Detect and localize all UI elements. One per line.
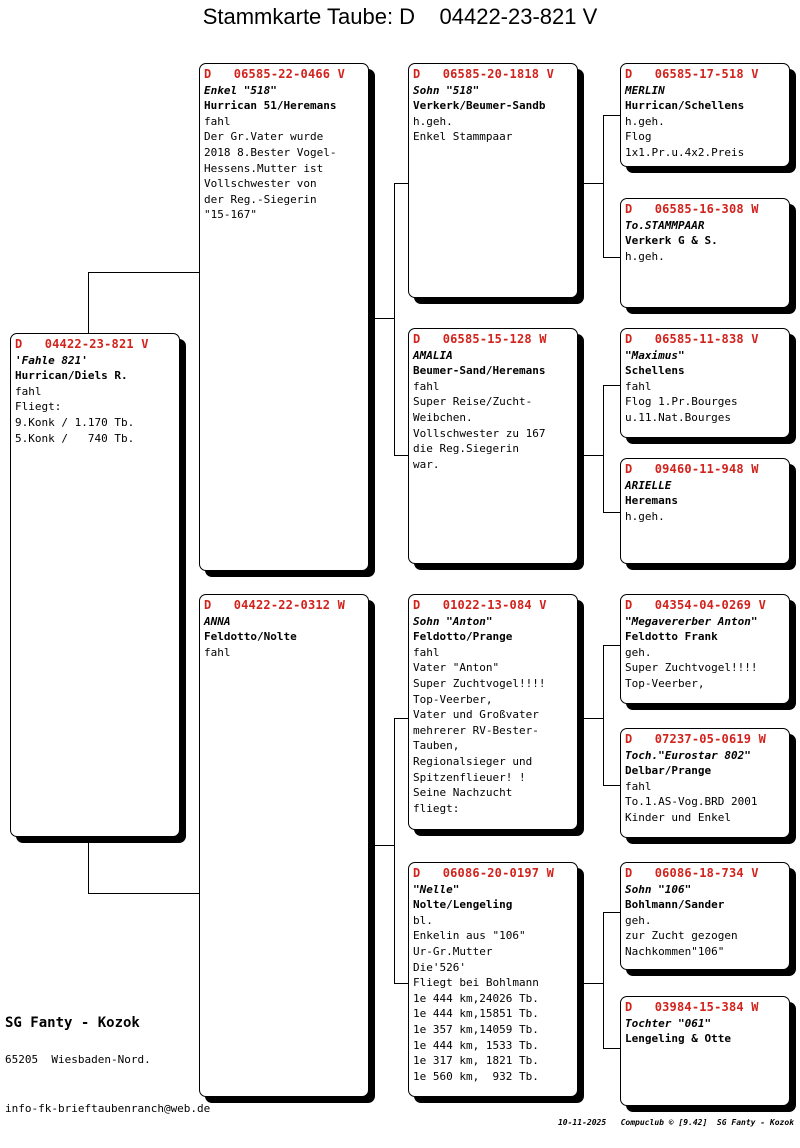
pigeon-card-ffm[interactable] [620, 198, 790, 308]
pigeon-note-line: Super Reise/Zucht- [413, 395, 533, 409]
pigeon-note-line: war. [413, 457, 440, 471]
connector [394, 183, 408, 184]
pigeon-name: MERLIN [625, 83, 665, 97]
pigeon-breed: Delbar/Prange [625, 764, 712, 778]
pigeon-note-line: 1e 317 km, 1821 Tb. [413, 1054, 539, 1068]
ring-number: D 03984-15-384 W [625, 1000, 759, 1014]
ring-number: D 06585-15-128 W [413, 332, 547, 346]
pigeon-note-line: Spitzenflieuer! ! [413, 770, 526, 784]
connector [603, 512, 620, 513]
connector [603, 385, 604, 513]
pigeon-note-line: fahl [625, 379, 652, 393]
pigeon-breed: Bohlmann/Sander [625, 898, 725, 912]
pigeon-card-mfm[interactable] [620, 728, 790, 838]
pigeon-name: "Maximus" [625, 348, 685, 362]
pigeon-name: Enkel "518" [204, 83, 277, 97]
pigeon-breed: Heremans [625, 494, 678, 508]
pigeon-note-line: Top-Veerber, [413, 692, 493, 706]
pigeon-breed: Hurrican/Schellens [625, 99, 745, 113]
connector [603, 1048, 620, 1049]
pigeon-name: ANNA [204, 614, 231, 628]
pigeon-name: Tochter "061" [625, 1016, 712, 1030]
pigeon-note-line: u.11.Nat.Bourges [625, 410, 731, 424]
connector [603, 785, 620, 786]
pigeon-breed: Hurrican 51/Heremans [204, 99, 337, 113]
pigeon-note-line: Flog 1.Pr.Bourges [625, 395, 738, 409]
ring-number: D 04354-04-0269 V [625, 598, 767, 612]
connector [603, 115, 604, 258]
pigeon-note-line: der Reg.-Siegerin [204, 192, 317, 206]
pigeon-note-line: "15-167" [204, 208, 257, 222]
owner-address: 65205 Wiesbaden-Nord. [5, 1053, 151, 1066]
pigeon-note-line: Enkel Stammpaar [413, 130, 513, 144]
ring-number: D 06585-20-1818 V [413, 67, 555, 81]
connector [394, 455, 408, 456]
pigeon-note-line: Vollschwester von [204, 177, 317, 191]
pigeon-note-line: fahl [413, 379, 440, 393]
pigeon-note-line: Weibchen. [413, 410, 473, 424]
connector [603, 115, 620, 116]
pigeon-note-line: fahl [15, 384, 42, 398]
ring-number: D 07237-05-0619 W [625, 732, 767, 746]
pigeon-note-line: die Reg.Siegerin [413, 442, 519, 456]
pigeon-note-line: geh. [625, 913, 652, 927]
pigeon-note-line: 9.Konk / 1.170 Tb. [15, 415, 135, 429]
connector [394, 718, 395, 984]
connector [603, 645, 604, 786]
pigeon-note-line: Ur-Gr.Mutter [413, 944, 493, 958]
pigeon-breed: Schellens [625, 364, 685, 378]
pigeon-breed: Nolte/Lengeling [413, 898, 513, 912]
pigeon-note-line: h.geh. [625, 249, 665, 263]
pigeon-breed: Hurrican/Diels R. [15, 369, 128, 383]
connector [603, 912, 604, 1049]
pigeon-note-line: Enkelin aus "106" [413, 929, 526, 943]
pigeon-note-line: Seine Nachzucht [413, 786, 513, 800]
pigeon-name: "Megavererber Anton" [625, 614, 758, 628]
pigeon-note-line: h.geh. [413, 114, 453, 128]
ring-number: D 04422-23-821 V [15, 337, 149, 351]
pigeon-note-line: Top-Veerber, [625, 676, 705, 690]
pigeon-name: To.STAMMPAAR [625, 218, 705, 232]
pigeon-note-line: Hessens.Mutter ist [204, 161, 324, 175]
connector [603, 912, 620, 913]
pigeon-note-line: h.geh. [625, 114, 665, 128]
pigeon-note-line: 1x1.Pr.u.4x2.Preis [625, 145, 745, 159]
pigeon-note-line: fliegt: [413, 801, 460, 815]
pigeon-note-line: 1e 444 km,24026 Tb. [413, 991, 539, 1005]
pigeon-card-father[interactable] [199, 63, 369, 571]
pigeon-note-line: Super Zuchtvogel!!!! [625, 661, 758, 675]
pigeon-note-line: 1e 357 km,14059 Tb. [413, 1022, 539, 1036]
pigeon-card-father-father[interactable] [408, 63, 578, 298]
pigeon-note-line: 5.Konk / 740 Tb. [15, 431, 135, 445]
pigeon-breed: Lengeling & Otte [625, 1032, 731, 1046]
pigeon-name: AMALIA [413, 348, 453, 362]
pigeon-card-father-mother[interactable] [408, 328, 578, 564]
pigeon-note-line: geh. [625, 645, 652, 659]
pigeon-note-line: Kinder und Enkel [625, 810, 731, 824]
connector [603, 385, 620, 386]
pigeon-note-line: 1e 560 km, 932 Tb. [413, 1069, 539, 1083]
pigeon-note-line: Vollschwester zu 167 [413, 426, 546, 440]
connector [88, 272, 200, 273]
pigeon-note-line: 2018 8.Bester Vogel- [204, 145, 337, 159]
pigeon-note-line: Nachkommen"106" [625, 944, 725, 958]
connector [88, 842, 89, 894]
pigeon-note-line: Der Gr.Vater wurde [204, 130, 324, 144]
pigeon-note-line: Fliegt: [15, 400, 62, 414]
connector [603, 257, 620, 258]
pigeon-name: 'Fahle 821' [15, 353, 88, 367]
connector [374, 845, 395, 846]
pigeon-card-mff[interactable] [620, 594, 790, 704]
pigeon-note-line: Die'526' [413, 960, 466, 974]
pigeon-breed: Beumer-Sand/Heremans [413, 364, 546, 378]
pigeon-note-line: Tauben, [413, 739, 460, 753]
connector [603, 645, 620, 646]
connector [394, 183, 395, 455]
pigeon-note-line: Vater und Großvater [413, 708, 539, 722]
owner-name: SG Fanty - Kozok [5, 1015, 140, 1031]
connector [584, 983, 604, 984]
pigeon-note-line: h.geh. [625, 509, 665, 523]
connector [584, 718, 604, 719]
connector [394, 718, 408, 719]
connector [88, 893, 200, 894]
pigeon-card-fff[interactable] [620, 63, 790, 167]
pigeon-name: Sohn "106" [625, 882, 692, 896]
pigeon-note-line: Super Zuchtvogel!!!! [413, 676, 546, 690]
pigeon-breed: Verkerk/Beumer-Sandb [413, 99, 546, 113]
pigeon-name: ARIELLE [625, 478, 672, 492]
pigeon-note-line: Flog [625, 130, 652, 144]
pigeon-name: Sohn "518" [413, 83, 480, 97]
pigeon-note-line: To.1.AS-Vog.BRD 2001 [625, 795, 758, 809]
pigeon-breed: Feldotto/Prange [413, 630, 513, 644]
pigeon-card-mmf[interactable] [620, 862, 790, 970]
pigeon-breed: Verkerk G & S. [625, 234, 718, 248]
connector [394, 983, 408, 984]
pigeon-name: "Nelle" [413, 882, 460, 896]
pigeon-card-fmf[interactable] [620, 328, 790, 438]
ring-number: D 06585-17-518 V [625, 67, 759, 81]
pigeon-note-line: mehrerer RV-Bester- [413, 723, 539, 737]
pigeon-note-line: fahl [204, 114, 231, 128]
ring-number: D 06585-22-0466 V [204, 67, 346, 81]
pigeon-card-mother-father[interactable] [408, 594, 578, 830]
pigeon-note-line: fahl [625, 779, 652, 793]
pigeon-note-line: 1e 444 km,15851 Tb. [413, 1007, 539, 1021]
pigeon-note-line: bl. [413, 913, 433, 927]
connector [584, 455, 604, 456]
ring-number: D 09460-11-948 W [625, 462, 759, 476]
pigeon-note-line: Vater "Anton" [413, 661, 500, 675]
pigeon-note-line: fahl [204, 645, 231, 659]
ring-number: D 04422-22-0312 W [204, 598, 346, 612]
pigeon-note-line: Regionalsieger und [413, 754, 533, 768]
ring-number: D 06585-16-308 W [625, 202, 759, 216]
pigeon-card-mmm[interactable] [620, 996, 790, 1106]
pigeon-note-line: Fliegt bei Bohlmann [413, 976, 539, 990]
pigeon-name: Sohn "Anton" [413, 614, 493, 628]
pigeon-card-mother[interactable] [199, 594, 369, 1097]
imprint: 10-11-2025 Compuclub © [9.42] SG Fanty - Kozok [557, 1118, 794, 1127]
pigeon-note-line: fahl [413, 645, 440, 659]
ring-number: D 01022-13-084 V [413, 598, 547, 612]
pigeon-card-mother-mother[interactable] [408, 862, 578, 1097]
pigeon-name: Toch."Eurostar 802" [625, 748, 751, 762]
pigeon-note-line: zur Zucht gezogen [625, 929, 738, 943]
page-title: Stammkarte Taube: D 04422-23-821 V [202, 4, 598, 29]
pigeon-card-fmm[interactable] [620, 458, 790, 564]
connector [374, 318, 395, 319]
owner-email-link[interactable]: info-fk-brieftaubenranch@web.de [5, 1102, 211, 1115]
pigeon-card-subject[interactable] [10, 333, 180, 837]
pigeon-breed: Feldotto Frank [625, 630, 718, 644]
ring-number: D 06086-20-0197 W [413, 866, 555, 880]
ring-number: D 06086-18-734 V [625, 866, 759, 880]
pigeon-breed: Feldotto/Nolte [204, 630, 297, 644]
connector [88, 272, 89, 334]
connector [584, 183, 604, 184]
pigeon-note-line: 1e 444 km, 1533 Tb. [413, 1038, 539, 1052]
ring-number: D 06585-11-838 V [625, 332, 759, 346]
